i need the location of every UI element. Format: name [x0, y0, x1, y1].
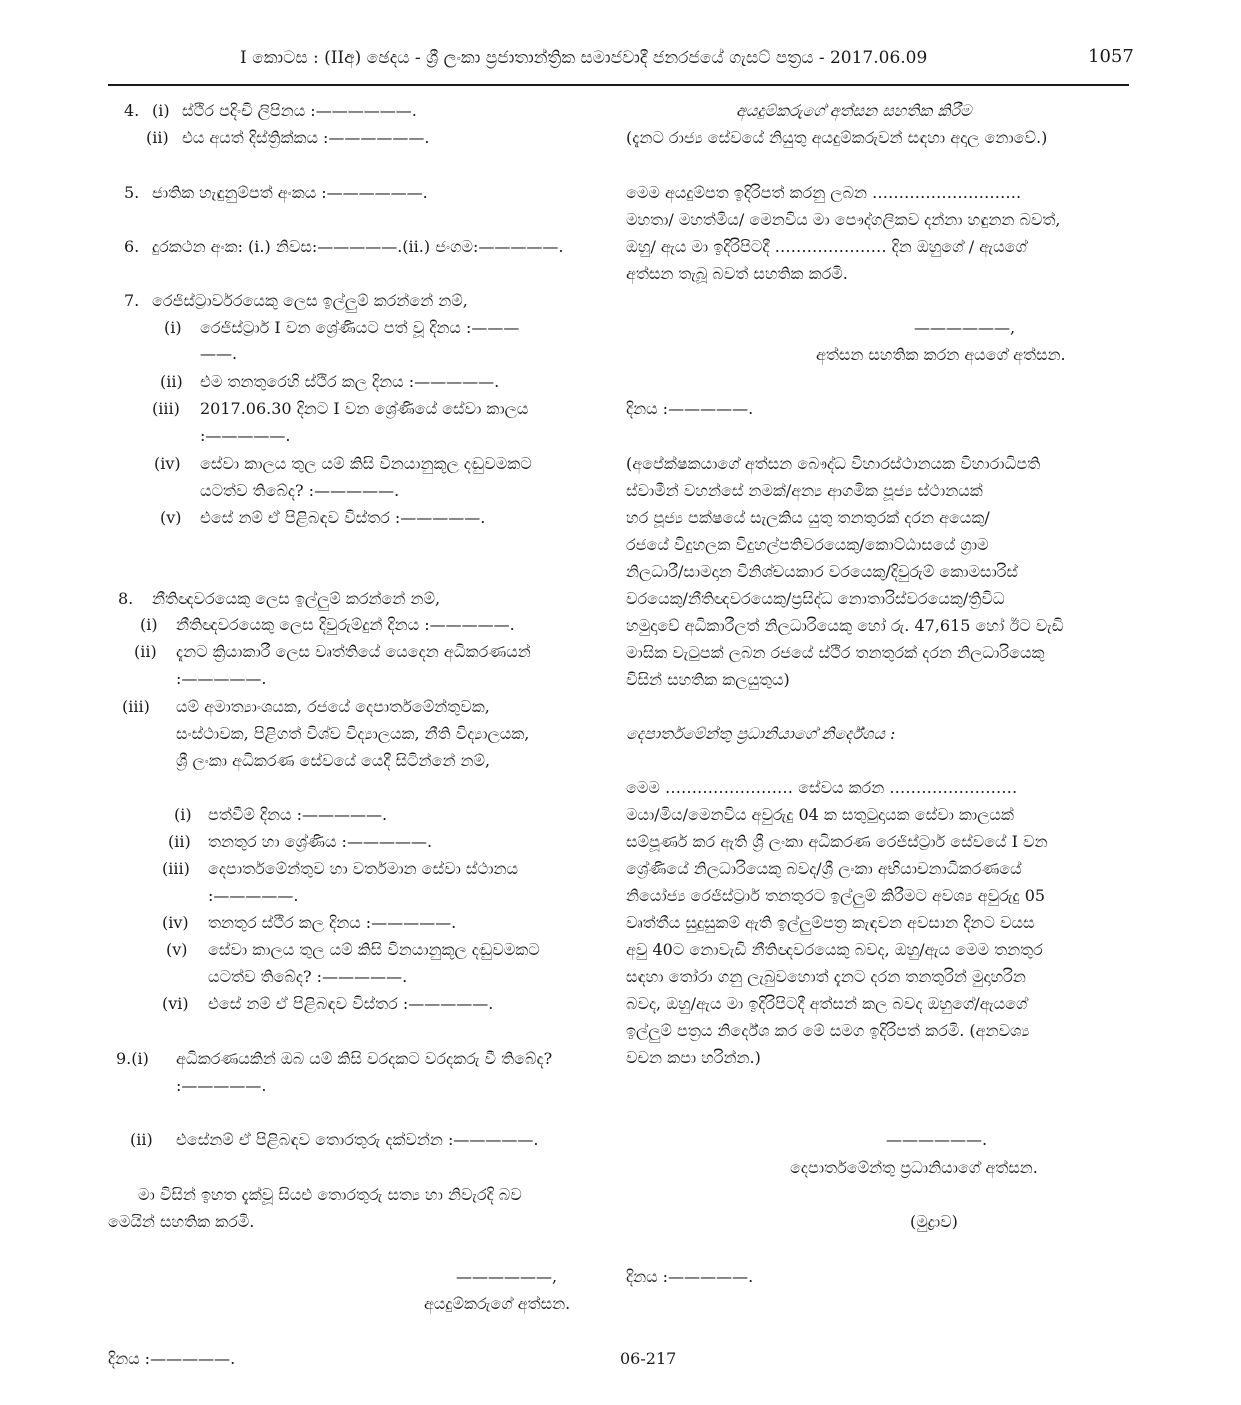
recommendation-line6: වෘත්තීය සුදුසුකම් ඇති ඉල්ලුම්පත්‍ර කැඳවන අවසාන දිනට වයස [626, 913, 1035, 932]
declaration-line1: මා විසින් ඉහත දැක්වූ සියළු තොරතුරු සත්‍ය හා නිවැරදි බව [138, 1185, 522, 1204]
q6-number: 6. [124, 237, 140, 256]
q7-number: 7. [124, 291, 140, 310]
q7-ii-text: එම තනතුරෙහි ස්ථිර කල දිනය :—————. [200, 372, 500, 391]
recommendation-title: දෙපාර්තමේන්තු ප්‍රධානියාගේ නිර්දේශය : [626, 724, 896, 743]
q4-i-roman: (i) [152, 101, 170, 120]
q7-iv-roman: (iv) [154, 454, 181, 473]
q8-i-roman: (i) [140, 615, 158, 634]
q8-sub-ii-roman: (ii) [168, 832, 191, 851]
q8-sub-v-line1: සේවා කාලය තුල යම් කිසි විනයානුකූල දඬුවමකට [208, 940, 540, 959]
q4-permanent-address: ස්ථිර පදිංචි ලිපිනය :——————. [182, 101, 417, 120]
q7-v-text: එසේ නම් ඒ පිළිබඳව විස්තර :—————. [200, 508, 486, 527]
head-date: දිනය :—————. [626, 1267, 754, 1286]
note-line7: හමුදාවේ අධිකාරීලත් නිලධාරියෙකු හෝ රු. 47,615 හෝ ඊට වැඩි [626, 616, 1064, 635]
q8-iii-roman: (iii) [122, 697, 150, 716]
q9-ii-text: එසේනම් ඒ පිළිබඳව තොරතුරු දක්වන්න :—————. [176, 1130, 539, 1149]
certification-line1: මෙම අයදුම්පත ඉදිරිපත් කරනු ලබන ………………………. [626, 183, 1022, 202]
certifier-date: දිනය :—————. [626, 399, 754, 418]
q8-sub-iii-roman: (iii) [162, 859, 190, 878]
q8-iii-line3: ශ්‍රී ලංකා අධිකරණ සේවයේ යෙදී සිටින්නේ නම්, [176, 751, 491, 770]
page-number: 1057 [1088, 46, 1134, 67]
q8-number: 8. [118, 589, 134, 608]
certifier-signature-label: අත්සන සහතික කරන අයගේ අත්සන. [816, 345, 1066, 364]
recommendation-line3: සම්පූර්ණ කර ඇති ශ්‍රී ලංකා අධිකරණ රෙජිස්ට්‍රාර් සේවයේ I වන [626, 832, 1048, 851]
q8-sub-post-grade: තනතුර හා ශ්‍රේණිය :—————. [208, 832, 433, 851]
recommendation-line1: මෙම …………………… සේවය කරන …………………… [626, 778, 1018, 797]
q7-i-line1: රෙජිස්ට්‍රාර් I වන ශ්‍රේණියට පත් වූ දිනය :——— [200, 318, 520, 337]
q9-i-line2: :—————. [176, 1076, 267, 1095]
q8-sub-vi-roman: (vi) [162, 994, 189, 1013]
q8-sub-confirm-date: තනතුර ස්ථිර කල දිනය :—————. [208, 913, 457, 932]
q8-ii-roman: (ii) [134, 642, 157, 661]
q8-ii-line1: දැනට ක්‍රියාකාරී ලෙස වෘත්තියේ යෙදෙන අධිකරණයන් [176, 642, 531, 661]
recommendation-line5: නියෝජ්‍ය රෙජිස්ට්‍රාර් තනතුරට ඉල්ලුම් කිරීමට අවශ්‍ය අවුරුදු 05 [626, 886, 1046, 905]
certification-line4: අත්සන තැබූ බවත් සහතික කරමි. [626, 264, 848, 283]
gazette-header-title: I කොටස : (IIඅ) ඡෙදය - ශ්‍රී ලංකා ප්‍රජාතාන්ත්‍රික සමාජවාදී ජනරජයේ ගැසට් පත්‍රය - 2017.06.09 [240, 48, 928, 68]
q7-iv-line1: සේවා කාලය තුල යම් කිසි විනයානුකූල දඬුවමකට [200, 454, 532, 473]
q8-sub-iii-line1: දෙපාර්තමේන්තුව හා වර්තමාන සේවා ස්ථානය [208, 859, 519, 878]
q7-iv-line2: යටත්ව තිබේද? :—————. [200, 481, 400, 500]
q8-ii-line2: :—————. [176, 669, 267, 688]
q5-number: 5. [124, 183, 140, 202]
applicant-signature-label: අයදුම්කරුගේ අත්සන. [424, 1294, 571, 1313]
declaration-line2: මෙයින් සහතික කරමි. [108, 1212, 255, 1231]
recommendation-line10: ඉල්ලුම් පත්‍රය නිර්දේශ කර මේ සමග ඉදිරිපත් කරමි. (අනවශ්‍ය [626, 1021, 1030, 1040]
q7-v-roman: (v) [160, 508, 182, 527]
q9-ii-roman: (ii) [130, 1130, 153, 1149]
note-line2: ස්වාමීන් වහන්සේ නමක්/අන්‍ය ආගමික පූජ්‍ය ස්ථානයක් [626, 481, 983, 500]
q8-sub-iv-roman: (iv) [162, 913, 189, 932]
recommendation-line8: සඳහා තෝරා ගනු ලැබුවහොත් දැනට දරන තනතුරින් මුදාහරින [626, 967, 1026, 986]
certification-title: අයදුම්කරුගේ අත්සන සහතික කිරීම [736, 101, 972, 120]
applicant-date: දිනය :—————. [108, 1349, 236, 1368]
q8-iii-line1: යම් අමාත්‍යාංශයක, රජයේ දෙපාර්තමේන්තුවක, [176, 697, 490, 716]
note-line9: විසින් සහතික කලයුතුය) [626, 670, 790, 689]
head-signature-label: දෙපාර්තමේන්තු ප්‍රධානියාගේ අත්සන. [790, 1158, 1038, 1177]
q8-i-text: නීතිඥවරයෙකු ලෙස දිවුරුම්දුන් දිනය :—————. [176, 615, 515, 634]
q8-sub-i-roman: (i) [174, 805, 192, 824]
q8-intro: නීතිඥවරයෙකු ලෙස ඉල්ලුම් කරන්නේ නම්, [152, 589, 441, 608]
gazette-code: 06-217 [620, 1349, 677, 1368]
recommendation-line4: ශ්‍රේණියේ නිලධාරියෙකු බවද/ශ්‍රී ලංකා අභියාචනාධිකරණයේ [626, 859, 1022, 878]
note-line3: හර පූජ්‍ය පක්ෂයේ සැලකිය යුතු තනතුරක් දරන අයෙකු/ [626, 508, 990, 527]
q7-i-roman: (i) [164, 318, 182, 337]
recommendation-line2: මයා/මිය/මෙනවිය අවුරුදු 04 ක සතුටුදායක සේවා කාලයක් [626, 805, 1014, 824]
q7-i-line2: ——. [200, 344, 238, 363]
q4-ii-roman: (ii) [146, 128, 169, 147]
applicant-signature-line: ——————, [456, 1267, 558, 1286]
official-seal: (මුද්‍රාව) [910, 1212, 958, 1231]
note-line8: මාසික වැටුපක් ලබන රජයේ ස්ථිර තනතුරක් දරන නිලධාරියෙකු [626, 643, 1045, 662]
certification-note: (දැනට රාජ්‍ය සේවයේ නියුතු අයදුම්කරුවන් සඳහා අදාල නොවේ.) [626, 128, 1048, 147]
header-rule [108, 84, 1129, 86]
q6-phone-numbers: දුරකථන අංක: (i.) නිවස:—————.(ii.) ජංගම:—————. [152, 237, 564, 256]
q5-nic-number: ජාතික හැඳුනුම්පත් අංකය :——————. [152, 183, 428, 202]
q8-sub-vi-text: එසේ නම් ඒ පිළිබඳව විස්තර :—————. [208, 994, 494, 1013]
q7-iii-roman: (iii) [152, 399, 180, 418]
q7-iii-line1: 2017.06.30 දිනට I වන ශ්‍රේණියේ සේවා කාලය [200, 399, 529, 418]
q8-iii-line2: සංස්ථාවක, පිළිගත් විශ්ව විද්‍යාලයක, නීති විද්‍යාලයක, [176, 724, 530, 743]
note-line4: රජයේ විදුහලක විදුහල්පතිවරයෙකු/කොට්ඨාසයේ ග්‍රාම [626, 535, 989, 554]
recommendation-line11: වචන කපා හරින්න.) [626, 1048, 761, 1067]
certification-line3: ඔහු/ ඇය මා ඉදිරිපිටදී ………………… දින ඔහුගේ / ඇයගේ [626, 237, 1027, 256]
note-line1: (අපේක්ෂකයාගේ අත්සන බෞද්ධ විහාරස්ථානයක විහාරාධිපති [626, 454, 1041, 473]
q7-ii-roman: (ii) [160, 372, 183, 391]
q8-sub-iii-line2: :—————. [208, 886, 299, 905]
note-line6: වරයෙකු/නීතිඥවරයෙකු/ප්‍රසිද්ධ නොතාරිස්වරයෙකු/ත්‍රිවිධ [626, 589, 1005, 608]
certification-line2: මහතා/ මහත්මිය/ මෙනවිය මා පෞද්ගලිකව දන්නා හඳුනන බවත්, [626, 210, 1061, 229]
head-signature-line: ——————. [886, 1130, 988, 1149]
note-line5: නිලධාරී/සාමදාන විනිශ්චයකාර වරයෙකු/දිවුරුම් කොමසාරිස් [626, 562, 1018, 581]
q9-i-line1: අධිකරණයකින් ඔබ යම් කිසි වරදකට වරදකරු වී තිබේද? [176, 1049, 553, 1068]
q8-sub-appointment-date: පත්වීම් දිනය :—————. [208, 805, 388, 824]
recommendation-line7: අවු 40ට නොවැඩි නීතිඥවරයෙකු බවද, ඔහු/ඇය මෙම තනතුර [626, 940, 1043, 959]
q7-iii-line2: :—————. [200, 426, 291, 445]
q4-number: 4. [124, 101, 140, 120]
certifier-signature-line: ——————, [914, 318, 1016, 337]
recommendation-line9: බවද, ඔහු/ඇය මා ඉදිරිපිටදී අත්සන් කල බවද ඔහුගේ/ඇයගේ [626, 994, 1028, 1013]
q4-district: එය අයත් දිස්ත්‍රික්කය :——————. [182, 128, 430, 147]
q7-intro: රෙජිස්ට්‍රාර්වරයෙකු ලෙස ඉල්ලුම් කරන්නේ නම්, [152, 291, 468, 310]
q8-sub-v-line2: යටත්ව තිබේද? :—————. [208, 967, 408, 986]
q8-sub-v-roman: (v) [166, 940, 188, 959]
q9-number: 9.(i) [116, 1049, 149, 1068]
